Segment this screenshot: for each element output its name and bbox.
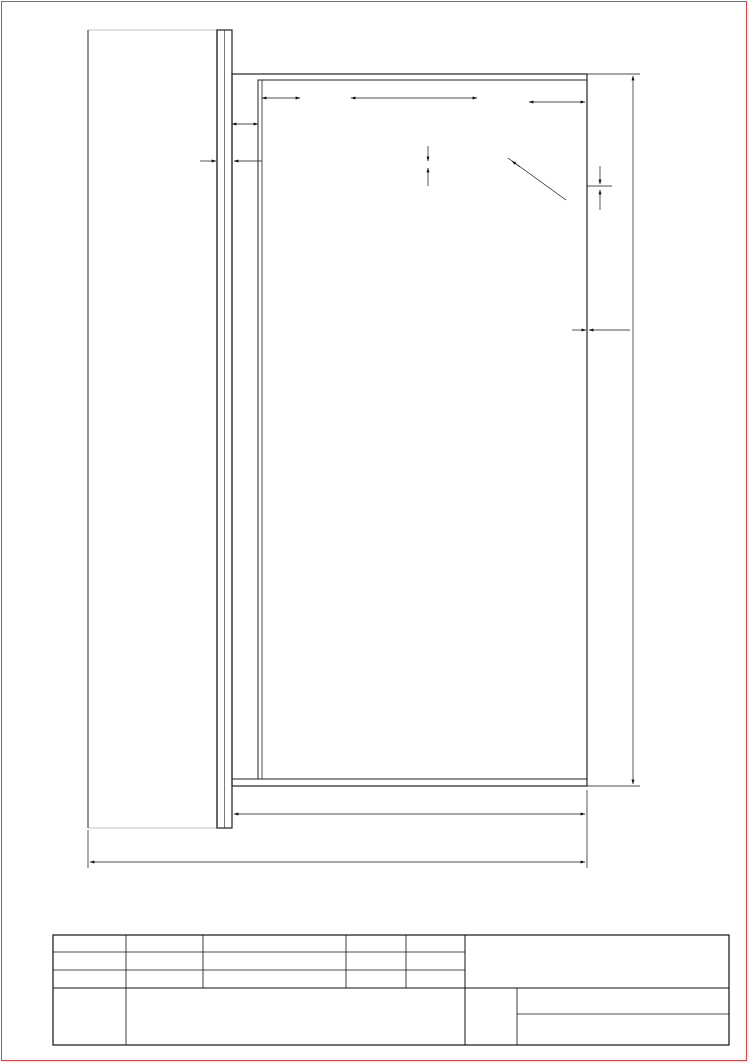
title-block xyxy=(53,935,729,1045)
gate-frame xyxy=(232,74,587,786)
dim-arrow-45-5 xyxy=(512,161,520,167)
brick-wall xyxy=(88,30,217,828)
title-block-border xyxy=(53,935,729,1045)
dimensions xyxy=(88,74,640,868)
frame-outer xyxy=(232,74,587,786)
post xyxy=(217,30,232,828)
frame-inner xyxy=(258,80,587,779)
